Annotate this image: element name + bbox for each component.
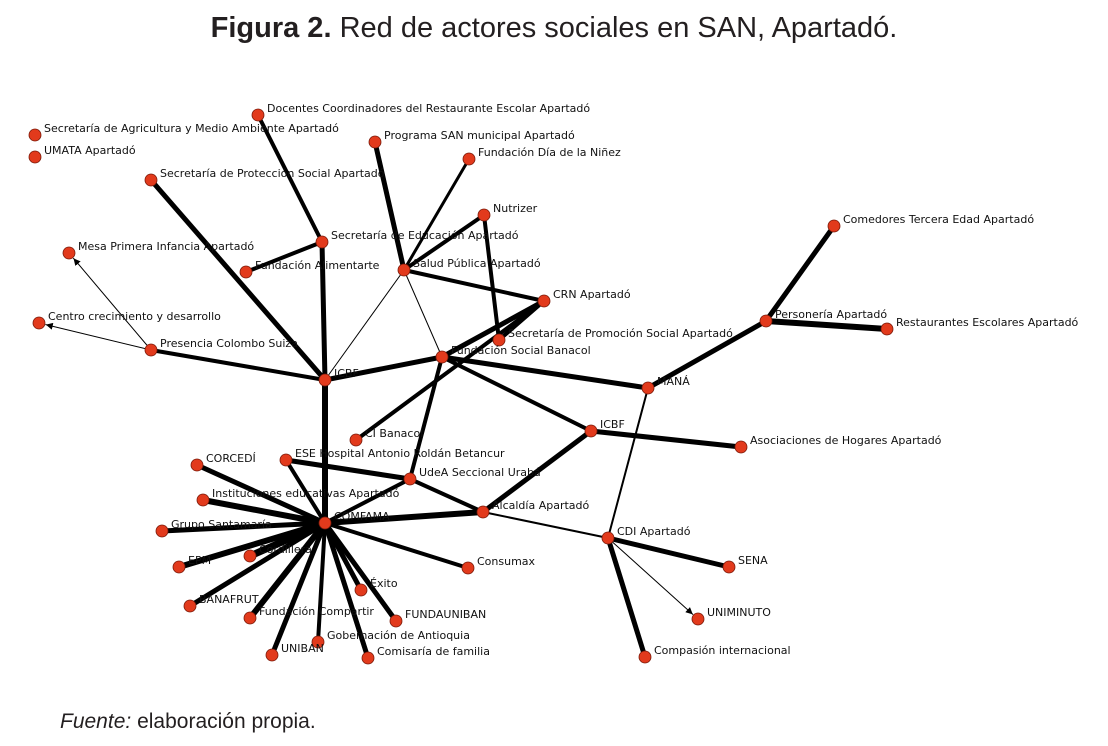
- node-label-consumax: Consumax: [477, 555, 536, 568]
- figure-label: Figura 2.: [210, 12, 332, 44]
- node-label-cdi: CDI Apartadó: [617, 525, 691, 538]
- node-label-funduniban: FUNDAUNIBAN: [405, 608, 487, 621]
- node-label-compartir: Fundación Compartir: [259, 605, 374, 618]
- node-label-udea: UdeA Seccional Urabá: [419, 466, 541, 479]
- node-label-mesa_pi: Mesa Primera Infancia Apartadó: [78, 240, 255, 253]
- node-nutrizer: [478, 209, 490, 221]
- node-colombo: [145, 344, 157, 356]
- node-ci_banacol: [350, 434, 362, 446]
- node-corcedi: [191, 459, 203, 471]
- node-label-dia_ninez: Fundación Día de la Niñez: [478, 146, 621, 159]
- node-crn: [538, 295, 550, 307]
- node-label-mana: MANÁ: [657, 375, 690, 388]
- node-label-cordillera: Cordillera: [259, 543, 312, 556]
- node-label-crn: CRN Apartadó: [553, 288, 631, 301]
- edge-personeria-restaurantes: [766, 321, 887, 329]
- node-label-uniban: UNIBAN: [281, 642, 324, 655]
- node-label-alimentarte: Fundación Alimentarte: [255, 259, 380, 272]
- node-inst_edu: [197, 494, 209, 506]
- node-label-banafrut: BANAFRUT: [199, 593, 259, 606]
- node-label-inst_edu: Instituciones educativas Apartadó: [212, 487, 400, 500]
- node-label-icbf2: ICBF: [600, 418, 625, 431]
- node-mana: [642, 382, 654, 394]
- node-label-comfama: COMFAMA: [334, 510, 390, 523]
- node-compasion: [639, 651, 651, 663]
- edge-alcaldia-cdi: [483, 512, 608, 538]
- edge-colombo-mesa_pi: [74, 258, 151, 350]
- node-san_municipal: [369, 136, 381, 148]
- node-label-nutrizer: Nutrizer: [493, 202, 538, 215]
- edge-salud-banacol: [404, 270, 442, 357]
- edge-salud-crn: [404, 270, 544, 301]
- node-label-gobernacion: Gobernación de Antioquia: [327, 629, 470, 642]
- labels-layer: [44, 102, 1079, 658]
- node-cordillera: [244, 550, 256, 562]
- node-mesa_pi: [63, 247, 75, 259]
- node-label-ese: ESE Hospital Antonio Roldán Betancur: [295, 447, 505, 460]
- node-exito: [355, 584, 367, 596]
- source-text: elaboración propia.: [137, 710, 316, 733]
- node-epm: [173, 561, 185, 573]
- node-label-exito: Éxito: [370, 577, 398, 590]
- node-educacion: [316, 236, 328, 248]
- node-restaurantes: [881, 323, 893, 335]
- edge-ese-udea: [286, 460, 410, 479]
- edge-salud-icbf1: [325, 270, 404, 380]
- node-label-promocion: Secretaría de Promoción Social Apartadó: [508, 327, 733, 340]
- node-hogares: [735, 441, 747, 453]
- node-umata: [29, 151, 41, 163]
- edge-banacol-udea: [410, 357, 442, 479]
- node-label-epm: EPM: [188, 554, 212, 567]
- edge-san_municipal-salud: [375, 142, 404, 270]
- edges-layer: [46, 115, 887, 658]
- node-docentes: [252, 109, 264, 121]
- node-cdi: [602, 532, 614, 544]
- edge-comedores-personeria: [766, 226, 834, 321]
- node-udea: [404, 473, 416, 485]
- edge-colombo-icbf1: [151, 350, 325, 380]
- node-label-centro_crec: Centro crecimiento y desarrollo: [48, 310, 221, 323]
- node-icbf2: [585, 425, 597, 437]
- node-label-restaurantes: Restaurantes Escolares Apartadó: [896, 316, 1079, 329]
- source-label: Fuente:: [60, 710, 132, 733]
- node-label-comisaria: Comisaría de familia: [377, 645, 490, 658]
- edge-proteccion-icbf1: [151, 180, 325, 380]
- node-label-alcaldia: Alcaldía Apartadó: [492, 499, 590, 512]
- node-alimentarte: [240, 266, 252, 278]
- node-label-ci_banacol: CI Banacol: [365, 427, 424, 440]
- edge-cdi-sena: [608, 538, 729, 567]
- node-label-agricultura: Secretaría de Agricultura y Medio Ambiente Apartadó: [44, 122, 339, 135]
- node-label-comedores: Comedores Tercera Edad Apartadó: [843, 213, 1035, 226]
- edge-udea-alcaldia: [410, 479, 483, 512]
- node-agricultura: [29, 129, 41, 141]
- node-salud: [398, 264, 410, 276]
- node-centro_crec: [33, 317, 45, 329]
- node-banafrut: [184, 600, 196, 612]
- node-consumax: [462, 562, 474, 574]
- node-sena: [723, 561, 735, 573]
- node-banacol: [436, 351, 448, 363]
- edge-icbf2-hogares: [591, 431, 741, 447]
- node-personeria: [760, 315, 772, 327]
- node-label-umata: UMATA Apartadó: [44, 144, 136, 157]
- figure-source: [60, 710, 316, 734]
- node-santamaria: [156, 525, 168, 537]
- node-dia_ninez: [463, 153, 475, 165]
- node-compartir: [244, 612, 256, 624]
- node-label-colombo: Presencia Colombo Suiza: [160, 337, 298, 350]
- node-label-sena: SENA: [738, 554, 768, 567]
- node-label-hogares: Asociaciones de Hogares Apartadó: [750, 434, 942, 447]
- edge-dia_ninez-salud: [404, 159, 469, 270]
- node-comfama: [319, 517, 331, 529]
- node-label-compasion: Compasión internacional: [654, 644, 791, 657]
- node-uniban: [266, 649, 278, 661]
- node-label-santamaria: Grupo Santamaría: [171, 518, 272, 531]
- figure-title-text: Red de actores sociales en SAN, Apartadó.: [339, 12, 898, 44]
- node-label-corcedi: CORCEDÍ: [206, 452, 256, 465]
- node-label-banacol: Fundación Social Banacol: [451, 344, 591, 357]
- node-label-san_municipal: Programa SAN municipal Apartadó: [384, 129, 575, 142]
- edge-mana-cdi: [608, 388, 648, 538]
- node-label-salud: Salud Pública Apartadó: [413, 257, 541, 270]
- node-funduniban: [390, 615, 402, 627]
- edge-cdi-compasion: [608, 538, 645, 657]
- node-ese: [280, 454, 292, 466]
- node-label-educacion: Secretaría de Educación Apartadó: [331, 229, 519, 242]
- node-label-uniminuto: UNIMINUTO: [707, 606, 771, 619]
- node-alcaldia: [477, 506, 489, 518]
- node-label-proteccion: Secretaría de Protección Social Apartadó: [160, 167, 385, 180]
- node-label-docentes: Docentes Coordinadores del Restaurante Escolar Apartadó: [267, 102, 591, 115]
- node-proteccion: [145, 174, 157, 186]
- node-icbf1: [319, 374, 331, 386]
- node-comedores: [828, 220, 840, 232]
- edge-colombo-centro_crec: [46, 325, 151, 350]
- node-comisaria: [362, 652, 374, 664]
- node-label-icbf1: ICBF: [334, 367, 359, 380]
- node-uniminuto: [692, 613, 704, 625]
- node-label-personeria: Personería Apartadó: [775, 308, 888, 321]
